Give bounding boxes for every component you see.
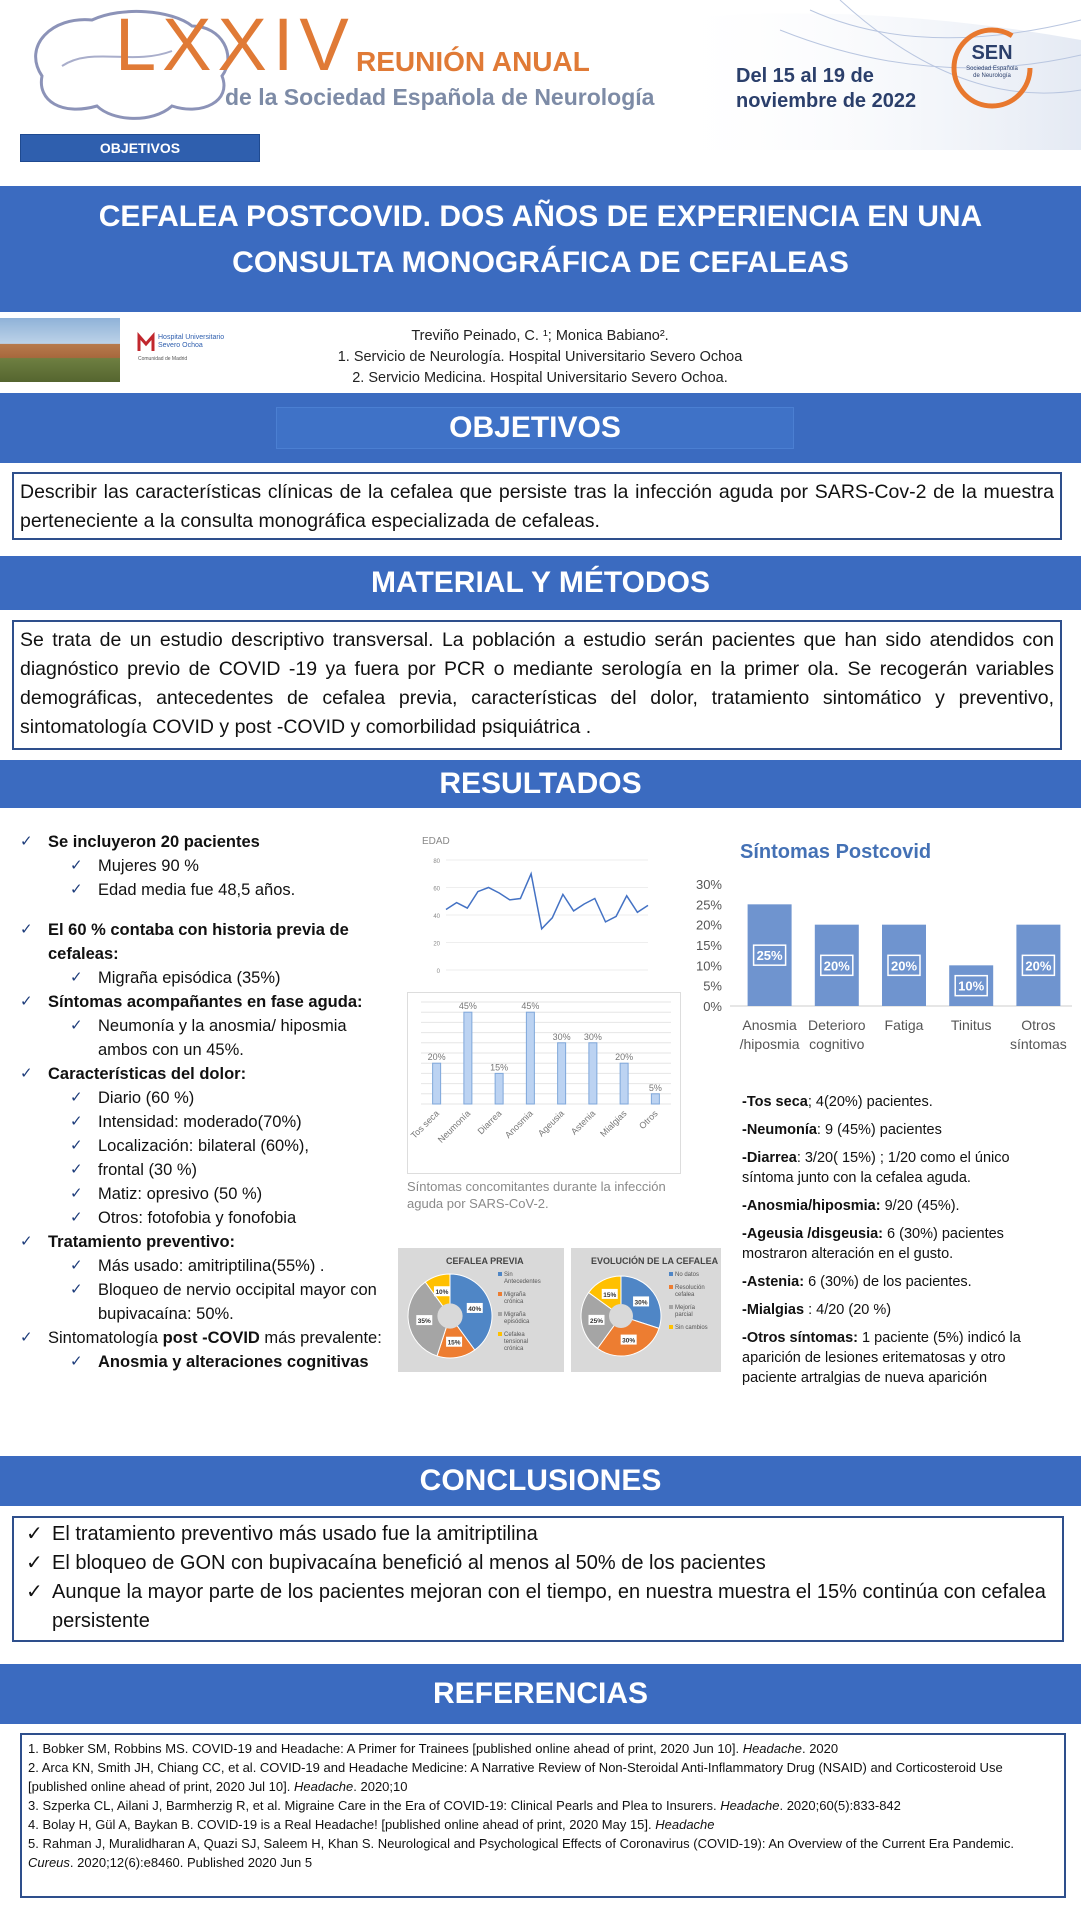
hospital-logo-icon xyxy=(138,334,154,352)
check-icon: ✓ xyxy=(20,833,33,850)
category-label: Neumonía xyxy=(435,1108,473,1145)
cefalea-previa-pie xyxy=(398,1248,564,1372)
sen-logo-sub-1: Sociedad Española xyxy=(966,66,1018,72)
symptom-item: -Anosmia/hiposmia: 9/20 (45%). xyxy=(742,1198,960,1214)
metodos-text: Se trata de un estudio descriptivo transversal. La población a estudio serán pacientes que han sido atendidos con diagnóstico previo de COVID -19 ya fuera por PCR o mediante serología en la primer ola. Se recogerán variables demográficas, antecedentes de cefalea previa, características del dolor, tratamiento sintomático y preventivo, sintomatología COVID y post -COVID y comorbilidad psiquiátrica . xyxy=(12,620,1062,750)
concomitant-symptoms-chart xyxy=(407,992,681,1174)
bar xyxy=(495,1073,503,1104)
resultados-header: RESULTADOS xyxy=(0,760,1081,808)
check-icon: ✓ xyxy=(70,1353,83,1370)
bar-value-label: 45% xyxy=(521,1001,540,1012)
pie-value-label: 40% xyxy=(468,1305,482,1313)
category-label: síntomas xyxy=(1009,1036,1067,1052)
category-label: Otros xyxy=(637,1108,660,1131)
result-item: ✓ Se incluyeron 20 pacientes xyxy=(18,830,398,854)
check-icon: ✓ xyxy=(70,857,83,874)
bar-value-label: 20% xyxy=(615,1052,634,1063)
result-subitem: ✓ frontal (30 %) xyxy=(18,1158,398,1182)
hospital-logo-line-3: Comunidad de Madrid xyxy=(138,356,188,362)
symptom-item: -Neumonía: 9 (45%) pacientes xyxy=(742,1122,942,1138)
y-tick-label: 15% xyxy=(695,938,722,953)
legend-label: cefalea xyxy=(675,1292,695,1298)
sen-logo-sub-2: de Neurología xyxy=(973,73,1011,79)
result-subitem: ✓ Mujeres 90 % xyxy=(18,854,398,878)
bar-value-label: 20% xyxy=(427,1052,446,1063)
bar xyxy=(433,1063,441,1104)
postcovid-symptoms-chart xyxy=(695,830,1075,1070)
y-tick-label: 25% xyxy=(695,897,722,913)
dates-line-2: noviembre de 2022 xyxy=(736,90,917,112)
symptoms-list xyxy=(742,1092,1052,1396)
bar-value-label: 45% xyxy=(458,1001,477,1012)
check-icon: ✓ xyxy=(20,921,33,938)
result-subitem: ✓ Neumonía y la anosmia/ hiposmia ambos con un 45%. xyxy=(18,1014,398,1062)
check-icon: ✓ xyxy=(70,1161,83,1178)
hospital-photo xyxy=(0,318,120,382)
metodos-header: MATERIAL Y MÉTODOS xyxy=(0,556,1081,610)
bar-value-label: 20% xyxy=(890,958,918,974)
result-item: ✓ Características del dolor: xyxy=(18,1062,398,1086)
conclusion-item: ✓ El tratamiento preventivo más usado fue la amitriptilina xyxy=(24,1520,1052,1549)
affiliation-1: 1. Servicio de Neurología. Hospital Universitario Severo Ochoa xyxy=(337,349,743,365)
bar xyxy=(464,1012,472,1104)
y-tick-label: 60 xyxy=(433,886,440,893)
result-subitem: ✓ Más usado: amitriptilina(55%) . xyxy=(18,1254,398,1278)
check-icon: ✓ xyxy=(26,1523,43,1545)
legend-label: Migraña xyxy=(504,1312,526,1318)
result-subitem: ✓ Otros: fotofobia y fonofobia xyxy=(18,1206,398,1230)
result-item: ✓ Tratamiento preventivo: xyxy=(18,1230,398,1254)
pie-value-label: 30% xyxy=(622,1337,636,1345)
pie-hole xyxy=(609,1304,633,1328)
legend-label: tensional xyxy=(504,1339,529,1345)
bar xyxy=(651,1094,659,1104)
title-line-2: CONSULTA MONOGRÁFICA DE CEFALEAS xyxy=(232,246,849,279)
conclusion-item: ✓ Aunque la mayor parte de los pacientes mejoran con el tiempo, en nuestra muestra el 15% continúa con cefalea persistente xyxy=(24,1578,1052,1636)
legend-label: Mejoría xyxy=(675,1305,696,1311)
bar xyxy=(558,1043,566,1104)
hospital-logo-line-1: Hospital Universitario xyxy=(158,334,225,341)
check-icon: ✓ xyxy=(70,1281,83,1298)
event-title: REUNIÓN ANUAL xyxy=(356,46,590,77)
reference-item: 4. Bolay H, Gül A, Baykan B. COVID-19 is a Real Headache! [published online ahead of print, 2020 May 15]. Headache xyxy=(28,1817,715,1832)
category-label: Otros xyxy=(1021,1017,1056,1033)
legend-swatch xyxy=(669,1272,673,1276)
bar-value-label: 30% xyxy=(552,1031,571,1042)
objetivos-header xyxy=(0,393,1081,463)
result-item: ✓ Síntomas acompañantes en fase aguda: xyxy=(18,990,398,1014)
category-label: cognitivo xyxy=(809,1036,865,1052)
check-icon: ✓ xyxy=(70,1185,83,1202)
bar-value-label: 30% xyxy=(583,1031,602,1042)
bar-value-label: 20% xyxy=(823,958,850,974)
result-subitem: ✓ Anosmia y alteraciones cognitivas xyxy=(18,1350,398,1374)
event-dates xyxy=(736,64,916,114)
category-label: Mialgias xyxy=(598,1108,629,1139)
check-icon: ✓ xyxy=(26,1552,43,1574)
pie-value-label: 25% xyxy=(589,1317,604,1325)
header-banner xyxy=(0,0,1081,180)
y-tick-label: 20% xyxy=(695,917,722,933)
authors-block xyxy=(300,326,780,389)
pie-value-label: 15% xyxy=(603,1291,617,1299)
chart-caption: Síntomas concomitantes durante la infección aguda por SARS-CoV-2. xyxy=(407,1179,666,1211)
result-subitem: ✓ Intensidad: moderado(70%) xyxy=(18,1110,398,1134)
y-tick-label: 0 xyxy=(436,969,440,975)
legend-label: episódica xyxy=(504,1319,530,1325)
bar-value-label: 10% xyxy=(958,978,985,994)
category-label: Diarrea xyxy=(475,1108,504,1137)
legend-label: crónica xyxy=(504,1346,524,1352)
symptom-item: -Astenia: 6 (30%) de los pacientes. xyxy=(742,1274,972,1290)
dates-line-1: Del 15 al 19 de xyxy=(736,65,874,87)
objetivos-title: OBJETIVOS xyxy=(276,407,794,449)
legend-label: crónica xyxy=(504,1299,524,1305)
society-name: de la Sociedad Española de Neurología xyxy=(225,84,655,110)
reference-item: 1. Bobker SM, Robbins MS. COVID-19 and Headache: A Primer for Trainees [published online ahead of print, 2020 Jun 10]. Headache. 2020 xyxy=(28,1741,839,1756)
category-label: Deterioro xyxy=(808,1017,866,1033)
objetivos-tab[interactable]: OBJETIVOS xyxy=(20,134,260,162)
pie-title: EVOLUCIÓN DE LA CEFALEA xyxy=(591,1256,719,1266)
check-icon: ✓ xyxy=(70,1089,83,1106)
check-icon: ✓ xyxy=(70,1209,83,1226)
legend-label: Sin cambios xyxy=(675,1325,708,1331)
pie-hole xyxy=(437,1303,462,1328)
pie-value-label: 15% xyxy=(447,1339,461,1347)
check-icon: ✓ xyxy=(70,1257,83,1274)
bar-value-label: 15% xyxy=(490,1062,509,1073)
symptom-item: -Tos seca; 4(20%) pacientes. xyxy=(742,1094,933,1110)
legend-label: Sin xyxy=(504,1272,513,1278)
y-tick-label: 5% xyxy=(703,978,722,994)
y-tick-label: 80 xyxy=(433,859,440,865)
check-icon: ✓ xyxy=(20,1065,33,1082)
category-label: Anosmia xyxy=(742,1017,797,1033)
result-item: ✓ Sintomatología post -COVID más prevalente: xyxy=(18,1326,398,1350)
legend-label: Antecedentes xyxy=(504,1279,541,1285)
category-label: Tinitus xyxy=(950,1017,992,1033)
event-number: LXXIV xyxy=(115,3,355,86)
check-icon: ✓ xyxy=(26,1581,43,1603)
legend-label: parcial xyxy=(675,1312,693,1318)
result-subitem: ✓ Bloqueo de nervio occipital mayor con bupivacaína: 50%. xyxy=(18,1278,398,1326)
legend-label: Cefalea xyxy=(504,1332,525,1338)
bar-value-label: 5% xyxy=(648,1082,662,1093)
y-tick-label: 40 xyxy=(433,914,440,920)
pie-value-label: 10% xyxy=(435,1289,449,1297)
result-subitem: ✓ Localización: bilateral (60%), xyxy=(18,1134,398,1158)
pie-value-label: 30% xyxy=(634,1299,648,1307)
symptom-item: -Ageusia /disgeusia: 6 (30%) pacientes mostraron alteración en el gusto. xyxy=(742,1226,1004,1262)
result-subitem: ✓ Edad media fue 48,5 años. xyxy=(18,878,398,902)
reference-item: 2. Arca KN, Smith JH, Chiang CC, et al. COVID-19 and Headache Medicine: A Narrative Review of Non-Steroidal Anti-Inflammatory Drug (NSAID) and Corticosteroid Use [published online ahead of print, 2020 Jul 10]. Headache. 2020;10 xyxy=(28,1760,1003,1794)
legend-swatch xyxy=(498,1312,502,1316)
result-subitem: ✓ Matiz: opresivo (50 %) xyxy=(18,1182,398,1206)
category-label: Astenia xyxy=(568,1108,598,1137)
legend-swatch xyxy=(669,1325,673,1329)
check-icon: ✓ xyxy=(70,969,83,986)
legend-swatch xyxy=(498,1332,502,1336)
bar-value-label: 25% xyxy=(756,948,783,964)
reference-item: 3. Szperka CL, Ailani J, Barmherzig R, et al. Migraine Care in the Era of COVID-19: Clinical Pearls and Plea to Insurers. Headache. 2020;60(5):833-842 xyxy=(28,1798,901,1813)
y-tick-label: 30% xyxy=(695,877,722,892)
legend-swatch xyxy=(498,1292,502,1296)
check-icon: ✓ xyxy=(70,1017,83,1034)
bar-value-label: 20% xyxy=(1025,958,1052,974)
affiliation-2: 2. Servicio Medicina. Hospital Universitario Severo Ochoa. xyxy=(352,370,728,386)
age-chart-title: EDAD xyxy=(422,836,450,847)
symptom-item: -Diarrea: 3/20( 15%) ; 1/20 como el único síntoma junto con la cefalea aguda. xyxy=(742,1150,1010,1186)
check-icon: ✓ xyxy=(20,1329,33,1346)
objetivos-text: Describir las características clínicas de la cefalea que persiste tras la infección aguda por SARS-Cov-2 de la muestra perteneciente a la consulta monográfica especializada de cefaleas. xyxy=(12,472,1062,540)
check-icon: ✓ xyxy=(70,1137,83,1154)
result-subitem: ✓ Diario (60 %) xyxy=(18,1086,398,1110)
legend-label: Resolución xyxy=(675,1285,705,1291)
check-icon: ✓ xyxy=(20,993,33,1010)
hospital-logo-line-2: Severo Ochoa xyxy=(158,342,203,349)
category-label: Anosmia xyxy=(502,1108,535,1141)
symptom-item: -Mialgias : 4/20 (20 %) xyxy=(742,1302,892,1318)
postcovid-chart-title: Síntomas Postcovid xyxy=(740,841,932,863)
pie-value-label: 35% xyxy=(417,1318,431,1326)
check-icon: ✓ xyxy=(70,881,83,898)
y-tick-label: 10% xyxy=(695,958,722,974)
category-label: Tos seca xyxy=(408,1108,442,1141)
legend-swatch xyxy=(669,1285,673,1289)
check-icon: ✓ xyxy=(20,1233,33,1250)
y-tick-label: 0% xyxy=(703,999,722,1014)
conclusion-item: ✓ El bloqueo de GON con bupivacaína benefició al menos al 50% de los pacientes xyxy=(24,1549,1052,1578)
sen-logo xyxy=(944,22,1040,118)
age-series-line xyxy=(446,874,648,929)
bar xyxy=(620,1063,628,1104)
results-list xyxy=(18,830,398,1374)
poster-title xyxy=(0,186,1081,312)
legend-label: No datos xyxy=(675,1272,700,1278)
conclusiones-header: CONCLUSIONES xyxy=(0,1456,1081,1506)
bar xyxy=(526,1012,534,1104)
result-subitem: ✓ Migraña episódica (35%) xyxy=(18,966,398,990)
age-line-chart xyxy=(418,836,658,976)
y-tick-label: 20 xyxy=(433,941,440,948)
sen-logo-text: SEN xyxy=(971,42,1013,64)
referencias-header: REFERENCIAS xyxy=(0,1664,1081,1724)
category-label: Ageusia xyxy=(535,1108,567,1139)
title-line-1: CEFALEA POSTCOVID. DOS AÑOS DE EXPERIENCIA EN UNA xyxy=(98,200,983,233)
legend-swatch xyxy=(669,1305,673,1309)
reference-item: 5. Rahman J, Muralidharan A, Quazi SJ, Saleem H, Khan S. Neurological and Psychological Effects of Coronavirus (COVID-19): An Overview of the Current Era Pandemic. Cureus. 2020;12(6):e8460. Published 2020 Jun 5 xyxy=(28,1836,1015,1870)
conclusiones-list xyxy=(12,1516,1064,1642)
result-item: ✓ El 60 % contaba con historia previa de cefaleas: xyxy=(18,918,398,966)
legend-label: Migraña xyxy=(504,1292,526,1298)
evolucion-cefalea-pie xyxy=(571,1248,721,1372)
authors-names: Treviño Peinado, C. ¹; Monica Babiano². xyxy=(411,328,669,344)
symptom-item: -Otros síntomas: 1 paciente (5%) indicó la aparición de lesiones eritematosas y otro paciente artralgias de nueva aparición xyxy=(742,1330,1021,1386)
legend-swatch xyxy=(498,1272,502,1276)
pie-title: CEFALEA PREVIA xyxy=(446,1256,524,1266)
bar xyxy=(589,1043,597,1104)
chart-frame xyxy=(408,993,681,1174)
category-label: Fatiga xyxy=(884,1017,924,1033)
references-list xyxy=(20,1733,1066,1898)
category-label: /hiposmia xyxy=(739,1036,800,1052)
check-icon: ✓ xyxy=(70,1113,83,1130)
